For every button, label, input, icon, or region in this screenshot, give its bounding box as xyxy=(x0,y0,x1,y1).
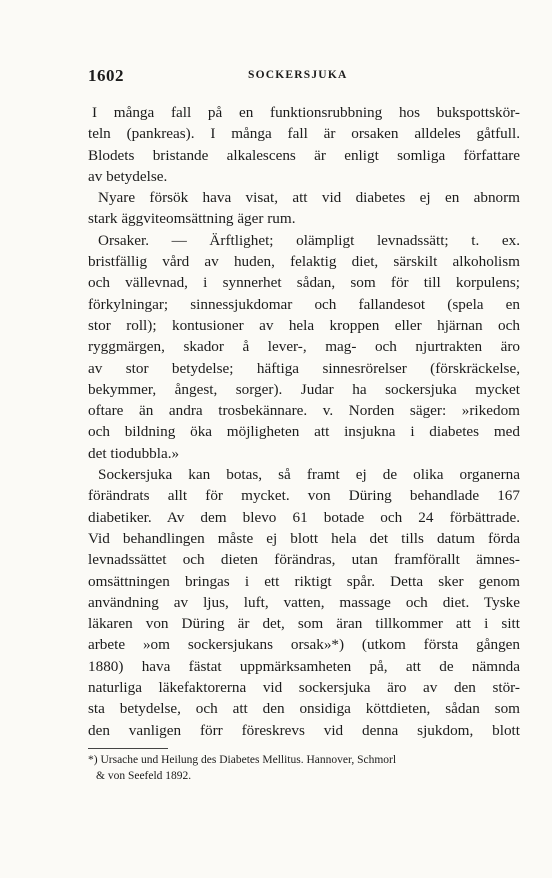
footnotes xyxy=(88,752,520,784)
text-line: Sockersjuka kan botas, så framt ej de olika organerna xyxy=(98,466,520,484)
text-line: stark äggviteomsättning äger rum. xyxy=(88,210,296,228)
text-line: diabetiker. Av dem blevo 61 botade och 24 förbättrade. xyxy=(88,508,520,526)
text-line: den vanligen förr föreskrevs vid denna sjukdom, blott xyxy=(88,721,520,739)
text-line: Nyare försök hava visat, att vid diabetes ej en abnorm xyxy=(98,189,520,207)
text-line: ryggmärgen, skador å lever-, mag- och njurtrakten äro xyxy=(88,338,520,356)
text-line: av stor betydelse; häftiga sinnesrörelser (förskräckelse, xyxy=(88,359,520,377)
text-line: det tiodubbla.» xyxy=(88,444,180,462)
text-line: sta betydelse, och att den onsidiga köttdieten, sådan som xyxy=(88,700,520,718)
footnote-divider xyxy=(88,748,168,749)
text-line: teln (pankreas). I många fall är orsaken alldeles gåtfull. xyxy=(88,125,520,143)
footnote-line: & von Seefeld 1892. xyxy=(96,770,192,782)
body-text xyxy=(88,102,520,741)
text-line: 1880) hava fästat uppmärksamheten på, att de nämnda xyxy=(88,657,520,675)
text-line: levnadssättet och dieten förändras, utan framförallt ämnes- xyxy=(88,551,520,569)
text-line: användning av ljus, luft, vatten, massage och diet. Tyske xyxy=(88,593,520,611)
text-line: och vällevnad, i synnerhet sådan, som för till korpulens; xyxy=(88,274,520,292)
text-line: Vid behandlingen måste ej blott hela det tills datum förda xyxy=(88,529,520,547)
text-line: I många fall på en funktionsrubbning hos bukspottskör- xyxy=(92,104,520,121)
running-head: SOCKERSJUKA xyxy=(248,69,348,81)
text-line: läkaren von Düring är det, som äran tillkommer att i sitt xyxy=(88,615,520,633)
text-line: av betydelse. xyxy=(88,167,168,185)
text-line: omsättningen bringas i ett riktigt spår. Detta sker genom xyxy=(88,572,520,590)
text-line: bekymmer, ångest, sorger). Judar ha sockersjuka mycket xyxy=(88,380,520,398)
text-line: oftare än andra trosbekännare. v. Norden säger: »rikedom xyxy=(88,402,520,420)
text-line: stor roll); kontusioner av hela kroppen eller hjärnan och xyxy=(88,316,520,334)
text-line: arbete »om sockersjukans orsak»*) (utkom första gången xyxy=(88,636,520,654)
text-line: naturliga läkefaktorerna vid sockersjuka äro av den stör- xyxy=(88,679,520,697)
footnote-line: *) Ursache und Heilung des Diabetes Mellitus. Hannover, Schmorl xyxy=(88,754,397,766)
text-line: bristfällig vård av huden, felaktig diet, särskilt alkoholism xyxy=(88,253,520,271)
text-line: förkylningar; sinnessjukdomar och fallandesot (spela en xyxy=(88,295,520,313)
text-line: Blodets bristande alkalescens är enligt somliga författare xyxy=(88,146,520,164)
page-number: 1602 xyxy=(88,66,124,85)
text-line: Orsaker. — Ärftlighet; olämpligt levnadssätt; t. ex. xyxy=(98,231,520,249)
text-line: förändrats allt för mycket. von Düring behandlade 167 xyxy=(88,487,520,505)
text-line: och bildning öka möjligheten att insjukna i diabetes med xyxy=(88,423,520,441)
page-header xyxy=(88,66,518,90)
